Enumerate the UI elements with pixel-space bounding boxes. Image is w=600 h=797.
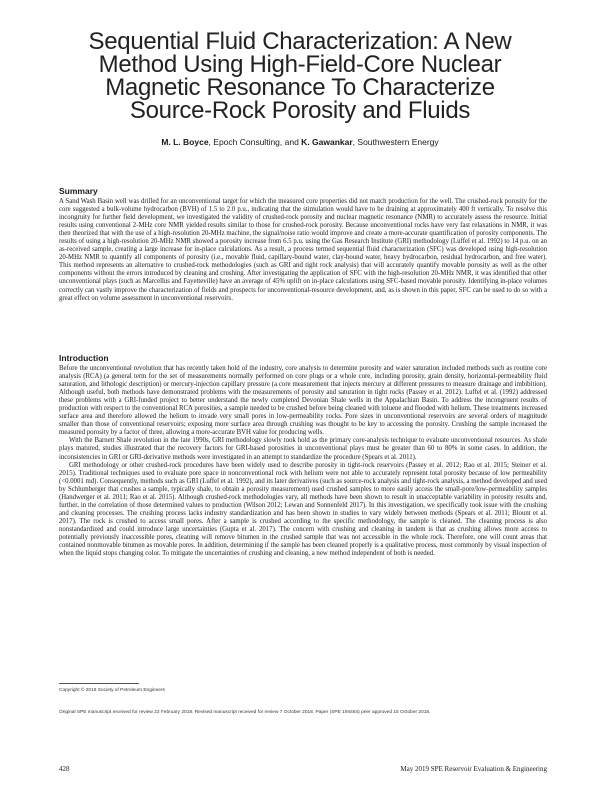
introduction-heading: Introduction: [59, 353, 109, 363]
title-line: Magnetic Resonance To Characterize: [105, 74, 495, 101]
author-line: [40, 137, 560, 147]
page-number: 428: [59, 765, 70, 773]
body-paragraph: GRI methodology or other crushed-rock procedures have been widely used to describe porosity in tight-rock reservoirs (Passey et al. 2012; Rao et al. 2015; Steiner et al. 2015). Traditional techniques used to evaluate pore space in nonconventional rock with helium were not able to accurately represent total porosity because of low permeability (<0.0001 md). Consequently, methods such as GRI (Luffel et al. 1992), and its later derivatives (such as source-rock analysis and tight-rock analysis, a method developed and used by Schlumberger that crushes a sample, typically shale, to obtain a porosity measurement) used crushed samples to more easily access the small-pore/low-permeability samples (Handwerger et al. 2011; Rao et al. 2015). Although crushed-rock methodologies vary, all methods have been shown to result in unacceptable variability in porosity results and, further, in the correlation of those determined values to production (Wilson 2012; Lewan and Sonnenfeld 2017). In this investigation, we specifically took issue with the crushing and cleaning processes. The crushing process lacks industry standardization and has been shown in studies to vary widely between methods (Spears et al. 2011; Blount et al. 2017). The rock is crushed to access small pores. After a sample is crushed according to the specific methodology, the sample is cleaned. The cleaning process is also nonstandardized and could introduce large uncertainties (Gupta et al. 2017). The concern with crushing and cleaning in tandem is that as crushing allows more access to potentially previously inaccessible pores, cleaning will remove bitumen in the crushed sample that was not accessible in the whole rock. Therefore, one will count areas that contained nonmovable bitumen as movable pores. In addition, determining if the sample has been cleaned properly is a qualitative process, most commonly by visual inspection of when the liquid stops changing color. To mitigate the uncertainties of crushing and cleaning, a new method independent of both is needed.: [59, 461, 547, 558]
author-affiliation: , Southwestern Energy: [352, 137, 439, 147]
body-paragraph: With the Barnett Shale revolution in the late 1990s, GRI methodology slowly took hold as the primary core-analysis technique to evaluate unconventional resources. As shale plays matured, studies illustrated that the recovery factors for GRI-based porosities in unconventional plays must be greater than 60 to 80% in some cases. In addition, the inconsistencies in GRI or GRI-derivative methods were investigated in an attempt to standardize the procedure (Spears et al. 2011).: [59, 437, 547, 461]
journal-footer: May 2019 SPE Reservoir Evaluation & Engineering: [400, 765, 547, 773]
body-paragraph: Before the unconventional revolution that has recently taken hold of the industry, core analysis to determine porosity and water saturation included methods such as routine core analysis (RCA) (a general term for the set of measurements normally performed on core plugs or a whole core, including porosity, grain density, horizontal-permeability fluid saturation, and lithologic description) or mercury-injection capillary pressure (a core measurement that injects mercury at different pressures to measure drainage and imbibition). Although useful, both methods have demonstrated problems with the measurements of porosity and saturation in tight rocks (Passey et al. 2012). Luffel et al. (1992) addressed these problems with a GRI-funded project to better understand the newly completed Devonian Shale wells in the Appalachian Basin. To address the incongruent results of production with respect to the conventional RCA porosities, a sample needed to be crushed before being cleaned with toluene and flooded with helium. These treatments increased surface area and therefore allowed the helium to invade very small pores in low-permeability rocks. Pore sizes in unconventional reservoirs are several orders of magnitude smaller than those of conventional reservoirs; exposing more surface area through crushing was thought to be key to accessing the porosity. Crushing the sample increased the measured porosity by a factor of three, allowing a more-accurate BVH value for producing wells.: [59, 365, 547, 437]
manuscript-note: Original SPE manuscript received for review 22 February 2018. Revised manuscript received for review 7 October 2018. Paper (SPE 194484) peer approved 15 October 2018.: [59, 710, 431, 715]
summary-heading: Summary: [59, 186, 98, 196]
author-name: M. L. Boyce: [161, 137, 209, 147]
title-line: Source-Rock Porosity and Fluids: [129, 97, 471, 124]
summary-paragraph: A Sand Wash Basin well was drilled for an unconventional target for which the measured core properties did not match production for the well. The crushed-rock porosity for the core suggested a bulk-volume hydrocarbon (BVH) of 1.5 to 2.0 p.u., indicating that the stimulation would have to be draining at approximately 400 ft vertically. To resolve this incongruity for further field development, we investigated the validity of crushed-rock porosity and nuclear magnetic resonance (NMR) to accurately assess the resource. Initial results using conventional 2-MHz core NMR yielded results similar to those for crushed-rock porosity. Because unconventional rocks have very fast relaxations in NMR, it was then theorized that with the use of a high-resolution 20-MHz machine, the signal/noise ratio would improve and create a more-accurate quantification of porosity components. The results of using a high-resolution 20-MHz NMR showed a porosity increase from 6.5 p.u. using the Gas Research Institute (GRI) methodology (Luffel et al. 1992) to 14 p.u. on an as-received sample, creating a large increase for in-place calculations. As a result, a process termed sequential fluid characterization (SFC) was developed using high-resolution 20-MHz NMR to quantify all components of porosity (i.e., movable fluid, capillary-bound water, clay-bound water, heavy hydrocarbon, residual hydrocarbon, and free water). This method represents an alternative to crushed-rock methodologies (such as GRI and tight rock analysis) that will accurately quantify movable porosity as well as the other components without the errors introduced by cleaning and crushing. After investigating the application of SFC with the high-resolution 20-MHz NMR, it was identified that other unconventional plays (such as Marcellus and Fayetteville) have an average of 45% uplift on in-place calculations using SFC-based movable porosity. Identifying in-place volumes correctly can vastly improve the characterization of fields and prospects for unconventional-resource development, and, as is shown in this paper, SFC can be used to do so with a great effect on volume assessment in unconventional reservoirs.: [59, 198, 547, 302]
title-line: Sequential Fluid Characterization: A New: [88, 28, 512, 55]
introduction-section: [59, 353, 547, 558]
summary-section: [59, 186, 547, 303]
copyright-notice: Copyright © 2019 Society of Petroleum Engineers: [59, 688, 165, 693]
footnote-divider: [59, 683, 139, 684]
paper-title: [40, 30, 560, 122]
author-name: K. Gawankar: [301, 137, 353, 147]
author-affiliation: , Epoch Consulting, and: [208, 137, 302, 147]
title-line: Method Using High-Field-Core Nuclear: [98, 51, 502, 78]
